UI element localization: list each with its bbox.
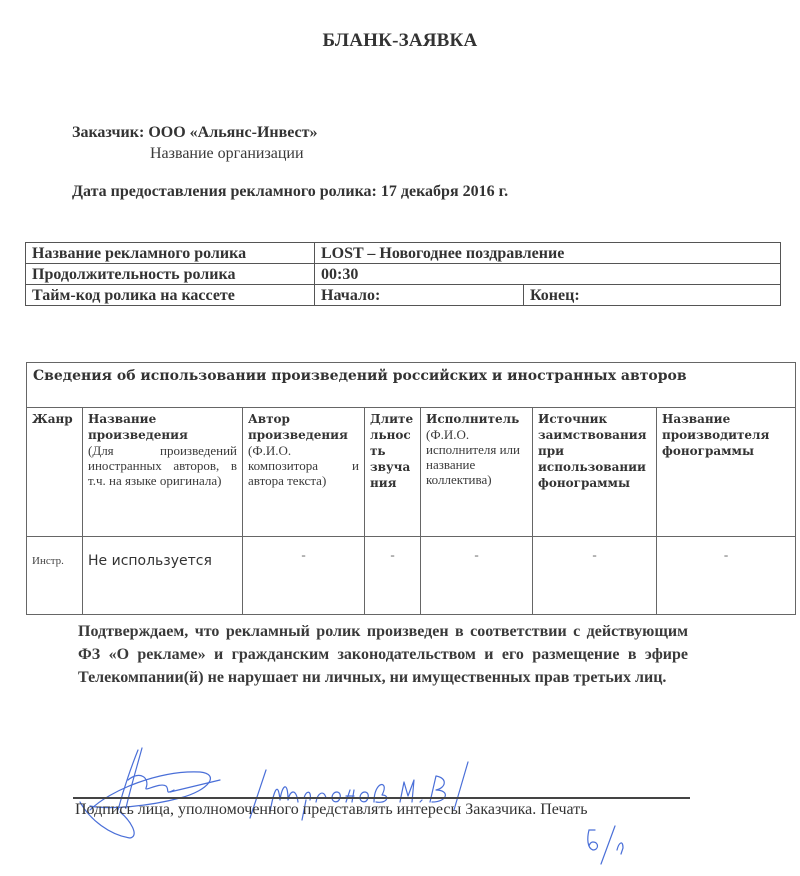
info-row-timecode [26,285,781,306]
ad-info-table [25,242,781,306]
info-label: Продолжительность ролика [26,264,315,285]
authors-header-row [27,408,796,537]
submission-date: Дата предоставления рекламного ролика: 17 декабря 2016 г. [72,183,509,200]
header-label: Автор произведения [248,412,348,442]
column-header-work-title [83,408,243,537]
table-row [27,537,796,615]
header-label: Длите льнос ть звуча ния [370,412,414,490]
signature-line [73,797,690,799]
header-label: Название произведения [88,412,188,442]
cell-author: - [243,537,365,615]
authors-table-title: Сведения об использовании произведений российских и иностранных авторов [27,363,796,408]
customer-line: Заказчик: ООО «Альянс-Инвест» [72,124,318,141]
timecode-start: Начало: [315,285,524,306]
column-header-author [243,408,365,537]
ad-duration-value: 00:30 [315,264,781,285]
header-note: (Ф.И.О. композитора и автора текста) [248,443,359,488]
customer-caption: Название организации [150,145,304,162]
column-header-producer [657,408,796,537]
header-label: Источник заимствования при использовании фонограммы [538,412,647,490]
cell-duration: - [365,537,421,615]
signature-caption: Подпись лица, уполномоченного представлять интересы Заказчика. Печать [75,801,588,818]
document-title: БЛАНК-ЗАЯВКА [322,30,478,51]
header-label: Жанр [32,412,73,426]
cell-work-title: Не используется [83,537,243,615]
header-note: (Ф.И.О. исполнителя или название коллектива) [426,427,520,487]
header-label: Название производителя фонограммы [662,412,770,458]
column-header-duration [365,408,421,537]
info-row-title [26,243,781,264]
cell-performer: - [421,537,533,615]
cell-genre: Инстр. [27,537,83,615]
no-stamp-mark [585,822,635,872]
confirmation-statement: Подтверждаем, что рекламный ролик произведен в соответствии с действующим ФЗ «О рекламе» и гражданским законодательством и его размещение в эфире Телекомпании(й) не нарушает ни личных, ни имущественных прав третьих лиц. [78,623,688,686]
info-label: Тайм-код ролика на кассете [26,285,315,306]
signature-scribble [80,748,220,838]
cell-source: - [533,537,657,615]
info-label: Название рекламного ролика [26,243,315,264]
cell-producer: - [657,537,796,615]
info-row-duration [26,264,781,285]
column-header-source [533,408,657,537]
header-note: (Для произведений иностранных авторов, в т.ч. на языке оригинала) [88,443,237,488]
header-label: Исполнитель [426,412,520,426]
authors-usage-table [26,362,796,615]
handwritten-signature [70,740,490,840]
column-header-genre [27,408,83,537]
ad-title-value: LOST – Новогоднее поздравление [315,243,781,264]
column-header-performer [421,408,533,537]
timecode-end: Конец: [524,285,781,306]
